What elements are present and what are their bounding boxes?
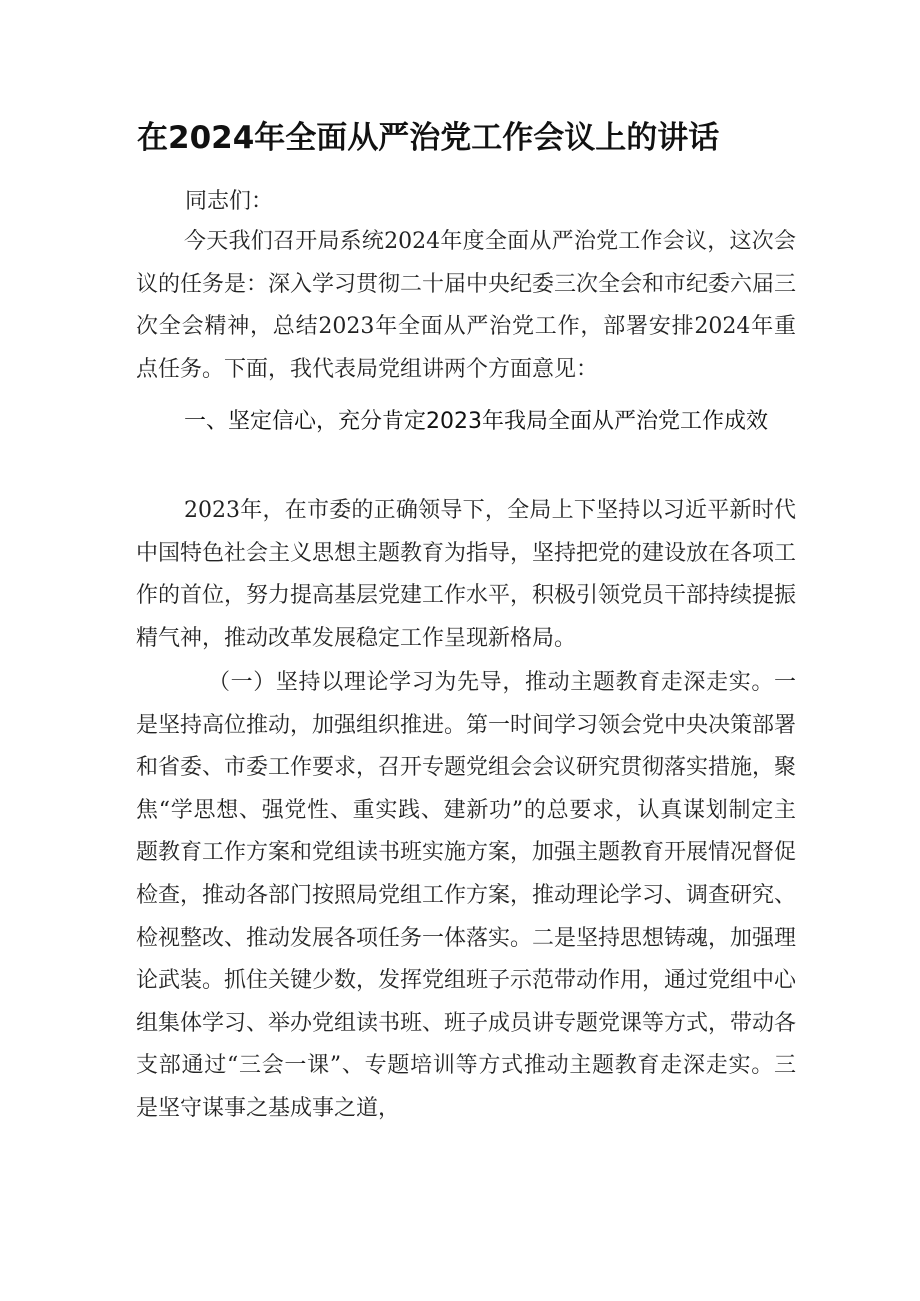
- summary-paragraph: 2023年，在市委的正确领导下，全局上下坚持以习近平新时代中国特色社会主义思想主题教育为指导，坚持把党的建设放在各项工作的首位，努力提高基层党建工作水平，积极引领党员干部持续提振精气神，推动改革发展稳定工作呈现新格局。: [136, 498, 797, 651]
- section-heading-one: 一、坚定信心，充分肯定2023年我局全面从严治党工作成效: [184, 409, 768, 434]
- document-title: 在2024年全面从严治党工作会议上的讲话: [137, 120, 720, 156]
- item-one-paragraph: （一）坚持以理论学习为先导，推动主题教育走深走实。一是坚持高位推动，加强组织推进。第一时间学习领会党中央决策部署和省委、市委工作要求，召开专题党组会会议研究贯彻落实措施，聚焦“学思想、强党性、重实践、建新功”的总要求，认真谋划制定主题教育工作方案和党组读书班实施方案，加强主题教育开展情况督促检查，推动各部门按照局党组工作方案，推动理论学习、调查研究、检视整改、推动发展各项任务一体落实。二是坚持思想铸魂，加强理论武装。抓住关键少数，发挥党组班子示范带动作用，通过党组中心组集体学习、举办党组读书班、班子成员讲专题党课等方式，带动各支部通过“三会一课”、专题培训等方式推动主题教育走深走实。三是坚守谋事之基成事之道，: [136, 670, 797, 1121]
- intro-paragraph: 今天我们召开局系统2024年度全面从严治党工作会议，这次会议的任务是：深入学习贯彻二十届中央纪委三次全会和市纪委六届三次全会精神，总结2023年全面从严治党工作，部署安排2024年重点任务。下面，我代表局党组讲两个方面意见：: [136, 229, 797, 382]
- greeting-line: 同志们：: [185, 189, 274, 214]
